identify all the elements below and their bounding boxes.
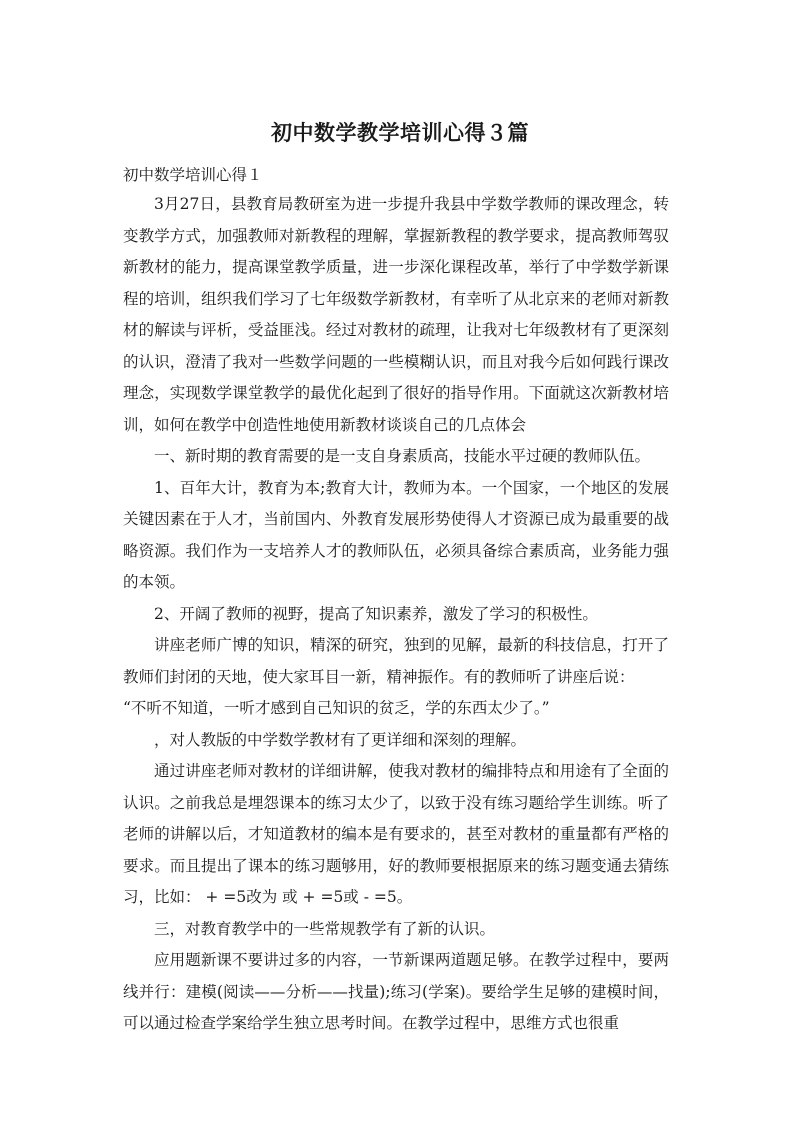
paragraph-word-problems: 应用题新课不要讲过多的内容，一节新课两道题足够。在教学过程中，要两线并行：建模(阅读——分析——找量);练习(学案)。要给学生足够的建模时间，可以通过检查学案给学生独立思考时间。在教学过程中，思维方式也很重 xyxy=(123,951,669,1032)
paragraph-intro: 3月27日，县教育局教研室为进一步提升我县中学数学教师的课改理念，转变教学方式，加强教师对新教程的理解，掌握新教程的教学要求，提高教师驾驭新教材的能力，提高课堂教学质量，进一步深化课程改革，举行了中学数学新课程的培训，组织我们学习了七年级数学新教材，有幸听了从北京来的老师对新教材的解读与评析，受益匪浅。经过对教材的疏理，让我对七年级教材有了更深刻的认识，澄清了我对一些数学问题的一些模糊认识，而且对我今后如何践行课改理念，实现数学课堂教学的最优化起到了很好的指导作用。下面就这次新教材培训，如何在教学中创造性地使用新教材谈谈自己的几点体会 xyxy=(123,195,669,434)
paragraph-section-1-heading: 一、新时期的教育需要的是一支自身素质高，技能水平过硬的教师队伍。 xyxy=(154,447,651,465)
paragraph-lecture: 讲座老师广博的知识，精深的研究，独到的见解，最新的科技信息，打开了教师们封闭的天地，使大家耳目一新，精神振作。有的教师听了讲座后说： xyxy=(123,636,669,686)
document-title: 初中数学教学培训心得３篇 xyxy=(271,121,529,145)
paragraph-section-3-heading: 三，对教育教学中的一些常规教学有了新的认识。 xyxy=(154,919,496,938)
paragraph-quote: “不听不知道，一听才感到自己知识的贫乏，学的东西太少了。” xyxy=(123,699,550,717)
paragraph-point-1: 1、百年大计，教育为本;教育大计，教师为本。一个国家，一个地区的发展关键因素在于人才，当前国内、外教育发展形势使得人才资源已成为最重要的战略资源。我们作为一支培养人才的教师队伍，必须具备综合素质高，业务能力强的本领。 xyxy=(123,478,669,591)
paragraph-point-2: 2、开阔了教师的视野，提高了知识素养，激发了学习的积极性。 xyxy=(154,604,598,623)
paragraph-textbook: 通过讲座老师对教材的详细讲解，使我对教材的编排特点和用途有了全面的认识。之前我总是埋怨课本的练习太少了，以致于没有练习题给学生训练。听了老师的讲解以后，才知道教材的编本是有要求的，甚至对教材的重量都有严格的要求。而且提出了课本的练习题够用，好的教师要根据原来的练习题变通去猜练习，比如： + =5改为 或 + =5或 - =5。 xyxy=(123,762,669,906)
document-subtitle: 初中数学培训心得１ xyxy=(123,166,263,184)
document-body xyxy=(123,189,669,1040)
paragraph-understanding: ，对人教版的中学数学教材有了更详细和深刻的理解。 xyxy=(154,730,527,749)
